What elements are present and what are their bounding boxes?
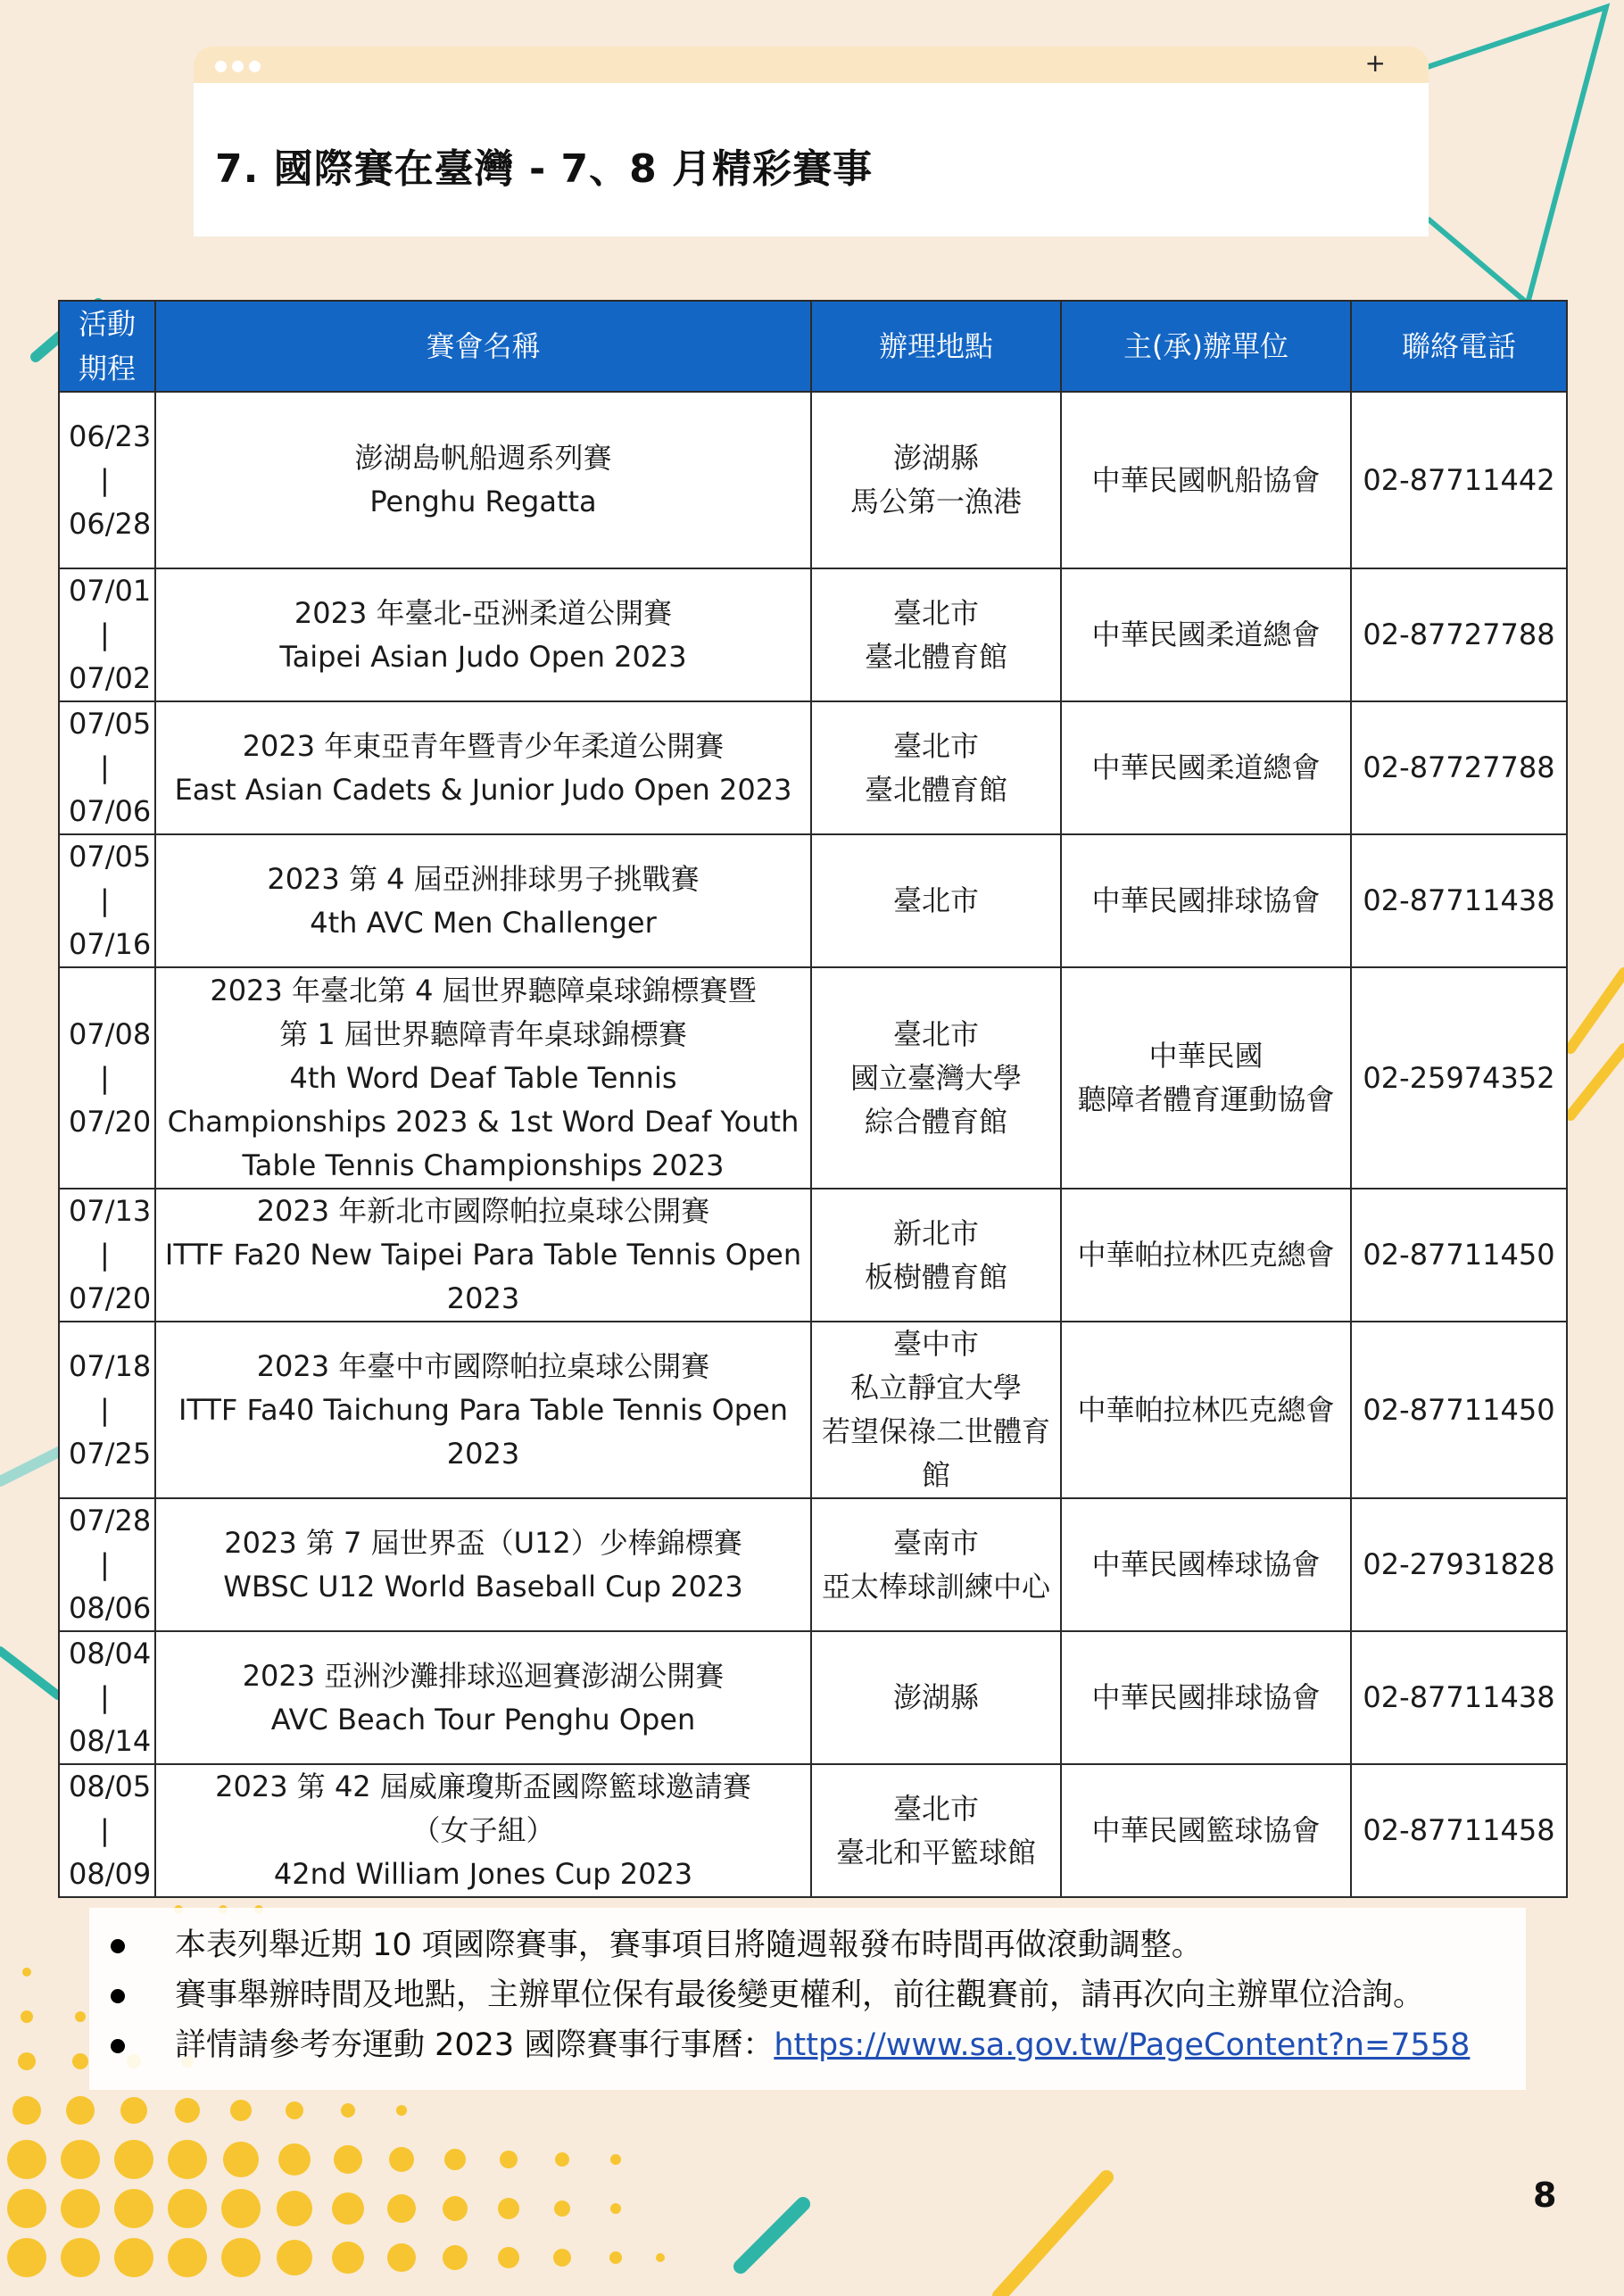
event-name-cell-line: AVC Beach Tour Penghu Open	[270, 1702, 696, 1737]
page-title: 7. 國際賽在臺灣 - 7、8 月精彩賽事	[215, 146, 874, 192]
venue-cell	[811, 701, 1061, 834]
event-name-cell-line: 第 1 屆世界聽障青年桌球錦標賽	[279, 1016, 687, 1051]
bullet-icon	[111, 1939, 125, 1953]
date-separator: |	[100, 618, 110, 651]
event-name-cell-line: 2023 第 4 屆亞洲排球男子挑戰賽	[267, 861, 700, 896]
date-range-cell	[59, 967, 155, 1189]
organizer-cell-line: 中華民國排球協會	[1091, 883, 1321, 917]
organizer-cell-line: 中華民國籃球協會	[1091, 1813, 1321, 1847]
end-date: 07/25	[69, 1436, 152, 1471]
bullet-icon	[111, 1989, 125, 2003]
venue-cell-line: 臺北市	[892, 1016, 979, 1051]
title-card	[194, 83, 1429, 236]
organizer-cell	[1061, 568, 1351, 701]
end-date: 08/06	[69, 1591, 152, 1625]
organizer-cell	[1061, 1189, 1351, 1322]
organizer-cell-line: 中華民國帆船協會	[1091, 462, 1321, 497]
organizer-cell-line: 聽障者體育運動協會	[1077, 1082, 1335, 1116]
venue-cell-line: 臺北體育館	[864, 772, 1007, 807]
organizer-cell-line: 中華民國柔道總會	[1091, 750, 1321, 784]
event-name-cell-line: 2023 年臺中市國際帕拉桌球公開賽	[256, 1348, 710, 1383]
event-name-cell-line: ITTF Fa20 New Taipei Para Table Tennis Open	[164, 1238, 802, 1272]
venue-cell-line: 若望保祿二世體育	[821, 1414, 1050, 1448]
event-name-cell	[155, 834, 811, 967]
venue-cell-line: 臺南市	[892, 1525, 979, 1560]
venue-cell	[811, 1631, 1061, 1764]
organizer-cell-line: 中華民國排球協會	[1091, 1680, 1321, 1714]
organizer-cell	[1061, 834, 1351, 967]
table-row	[59, 1631, 1567, 1764]
phone-cell: 02-25974352	[1351, 967, 1567, 1189]
start-date: 07/13	[69, 1194, 152, 1228]
event-name-cell-line: East Asian Cadets & Junior Judo Open 2023	[174, 772, 792, 807]
table-row	[59, 967, 1567, 1189]
event-name-cell-line: Championships 2023 & 1st Word Deaf Youth	[167, 1104, 800, 1139]
date-separator: |	[100, 750, 110, 784]
event-name-cell	[155, 1764, 811, 1897]
date-range-cell	[59, 1631, 155, 1764]
table-row	[59, 701, 1567, 834]
phone-cell: 02-87711438	[1351, 834, 1567, 967]
organizer-cell	[1061, 392, 1351, 568]
organizer-cell	[1061, 1498, 1351, 1631]
date-separator: |	[100, 1238, 110, 1272]
event-name-cell-line: 2023 年臺北第 4 屆世界聽障桌球錦標賽暨	[210, 973, 757, 1007]
venue-cell	[811, 1189, 1061, 1322]
organizer-cell-line: 中華民國棒球協會	[1091, 1547, 1321, 1581]
teal-stroke-bottom	[741, 2204, 803, 2267]
date-separator: |	[100, 1547, 110, 1581]
page-number: 8	[1533, 2176, 1557, 2215]
date-separator: |	[100, 1813, 110, 1847]
table-row	[59, 1498, 1567, 1631]
venue-cell	[811, 1498, 1061, 1631]
venue-cell-line: 臺北和平籃球館	[835, 1835, 1036, 1869]
start-date: 08/05	[69, 1770, 152, 1803]
venue-cell-line: 私立靜宜大學	[849, 1371, 1022, 1405]
organizer-cell-line: 中華帕拉林匹克總會	[1077, 1392, 1335, 1427]
date-range-cell	[59, 1498, 155, 1631]
date-range-cell	[59, 392, 155, 568]
calendar-link[interactable]: https://www.sa.gov.tw/PageContent?n=7558	[774, 2027, 1471, 2063]
venue-cell-line: 澎湖縣	[892, 1680, 979, 1714]
organizer-cell-line: 中華帕拉林匹克總會	[1077, 1238, 1335, 1272]
window-dots-icon	[215, 59, 266, 76]
organizer-cell	[1061, 967, 1351, 1189]
date-separator: |	[100, 1392, 110, 1427]
organizer-cell-line: 中華民國	[1148, 1039, 1264, 1073]
event-name-cell	[155, 1498, 811, 1631]
table-row	[59, 834, 1567, 967]
event-name-cell	[155, 1189, 811, 1322]
date-range-cell	[59, 1189, 155, 1322]
date-range-cell	[59, 1322, 155, 1498]
venue-cell	[811, 392, 1061, 568]
venue-cell-line: 馬公第一漁港	[849, 485, 1022, 518]
venue-cell-line: 新北市	[892, 1215, 979, 1250]
date-range-cell	[59, 701, 155, 834]
phone-cell: 02-27931828	[1351, 1498, 1567, 1631]
venue-cell-line: 臺北市	[892, 728, 979, 763]
event-name-cell-line: 4th AVC Men Challenger	[310, 905, 657, 940]
end-date: 07/06	[69, 794, 152, 828]
phone-cell: 02-87711442	[1351, 392, 1567, 568]
plus-icon: +	[1364, 48, 1386, 78]
table-row	[59, 392, 1567, 568]
start-date: 07/08	[69, 1016, 152, 1051]
event-name-cell	[155, 967, 811, 1189]
date-range-cell	[59, 834, 155, 967]
start-date: 07/05	[69, 707, 152, 741]
teal-stroke-left-mid	[0, 1450, 62, 1481]
yellow-stroke-right-1	[1570, 973, 1624, 1049]
start-date: 07/05	[69, 840, 152, 874]
venue-cell-line: 臺中市	[892, 1327, 979, 1361]
event-name-cell-line: 2023 第 42 屆威廉瓊斯盃國際籃球邀請賽	[215, 1770, 751, 1803]
venue-cell-line: 綜合體育館	[864, 1104, 1007, 1139]
phone-cell: 02-87711450	[1351, 1322, 1567, 1498]
end-date: 08/14	[69, 1724, 152, 1758]
header-phone: 聯絡電話	[1351, 301, 1567, 392]
start-date: 08/04	[69, 1637, 152, 1670]
header-venue: 辦理地點	[811, 301, 1061, 392]
bullet-icon	[111, 2039, 125, 2053]
event-name-cell-line: 2023 年臺北-亞洲柔道公開賽	[294, 595, 673, 630]
date-separator: |	[100, 462, 110, 497]
table-row	[59, 1764, 1567, 1897]
organizer-cell	[1061, 701, 1351, 834]
header-event-name: 賽會名稱	[155, 301, 811, 392]
table-row	[59, 1189, 1567, 1322]
title-card-header	[194, 46, 1429, 84]
event-name-cell-line: 2023 年新北市國際帕拉桌球公開賽	[256, 1194, 710, 1228]
phone-cell: 02-87711438	[1351, 1631, 1567, 1764]
event-name-cell-line: 澎湖島帆船週系列賽	[354, 441, 612, 475]
event-name-cell-line: 2023 年東亞青年暨青少年柔道公開賽	[242, 728, 725, 763]
event-name-cell	[155, 568, 811, 701]
venue-cell-line: 臺北市	[892, 883, 979, 917]
organizer-cell	[1061, 1764, 1351, 1897]
end-date: 07/20	[69, 1281, 152, 1315]
event-name-cell-line: 2023	[446, 1436, 520, 1471]
phone-cell: 02-87727788	[1351, 568, 1567, 701]
start-date: 07/01	[69, 574, 152, 608]
event-name-cell-line: 2023 第 7 屆世界盃（U12）少棒錦標賽	[224, 1525, 742, 1560]
event-name-cell-line: Penghu Regatta	[369, 485, 597, 518]
organizer-cell-line: 中華民國柔道總會	[1091, 618, 1321, 651]
end-date: 08/09	[69, 1857, 152, 1891]
organizer-cell	[1061, 1631, 1351, 1764]
events-table	[58, 300, 1568, 1898]
end-date: 07/02	[69, 661, 152, 695]
event-name-cell-line: ITTF Fa40 Taichung Para Table Tennis Open	[178, 1392, 789, 1427]
phone-cell: 02-87711450	[1351, 1189, 1567, 1322]
yellow-stroke-right-2	[1570, 1049, 1624, 1115]
venue-cell-line: 板樹體育館	[864, 1259, 1007, 1294]
teal-triangle-decoration	[1428, 7, 1606, 303]
note-item: 賽事舉辦時間及地點，主辦單位保有最後變更權利，前往觀賽前，請再次向主辦單位洽詢。	[89, 1970, 1526, 2020]
start-date: 07/18	[69, 1348, 152, 1383]
organizer-cell	[1061, 1322, 1351, 1498]
event-name-cell	[155, 392, 811, 568]
date-separator: |	[100, 1060, 110, 1095]
event-name-cell-line: 2023	[446, 1281, 520, 1315]
event-name-cell-line: 2023 亞洲沙灘排球巡迴賽澎湖公開賽	[242, 1658, 725, 1693]
phone-cell: 02-87711458	[1351, 1764, 1567, 1897]
venue-cell	[811, 1322, 1061, 1498]
venue-cell-line: 澎湖縣	[892, 441, 979, 475]
start-date: 07/28	[69, 1504, 152, 1538]
end-date: 07/16	[69, 927, 152, 961]
note-item: 本表列舉近期 10 項國際賽事，賽事項目將隨週報發布時間再做滾動調整。	[89, 1920, 1526, 1970]
event-name-cell-line: 42nd William Jones Cup 2023	[273, 1857, 693, 1891]
event-name-cell-line: WBSC U12 World Baseball Cup 2023	[223, 1569, 743, 1604]
notes-box	[89, 1908, 1526, 2090]
venue-cell	[811, 568, 1061, 701]
yellow-stroke-bottom	[999, 2177, 1106, 2296]
event-name-cell-line: （女子組）	[411, 1813, 555, 1847]
header-organizer: 主(承)辦單位	[1061, 301, 1351, 392]
end-date: 07/20	[69, 1104, 152, 1139]
end-date: 06/28	[69, 506, 152, 541]
header-date: 活動 期程	[59, 301, 155, 392]
date-separator: |	[100, 1680, 110, 1714]
date-range-cell	[59, 1764, 155, 1897]
phone-cell: 02-87727788	[1351, 701, 1567, 834]
event-name-cell-line: Taipei Asian Judo Open 2023	[279, 639, 687, 674]
venue-cell-line: 臺北市	[892, 595, 979, 630]
note-item: 詳情請參考夯運動 2023 國際賽事行事曆：https://www.sa.gov.tw/PageContent?n=7558	[89, 2020, 1526, 2070]
teal-stroke-left-lower	[0, 1651, 58, 1695]
event-name-cell	[155, 1631, 811, 1764]
venue-cell-line: 國立臺灣大學	[849, 1060, 1022, 1095]
table-header-row	[59, 301, 1567, 392]
venue-cell-line: 亞太棒球訓練中心	[821, 1569, 1050, 1604]
start-date: 06/23	[69, 419, 152, 453]
venue-cell-line: 館	[921, 1458, 950, 1492]
venue-cell	[811, 1764, 1061, 1897]
event-name-cell-line: 4th Word Deaf Table Tennis	[289, 1060, 677, 1095]
venue-cell	[811, 967, 1061, 1189]
event-name-cell	[155, 701, 811, 834]
venue-cell-line: 臺北市	[892, 1791, 979, 1826]
venue-cell	[811, 834, 1061, 967]
date-separator: |	[100, 883, 110, 917]
event-name-cell	[155, 1322, 811, 1498]
event-name-cell-line: Table Tennis Championships 2023	[242, 1148, 725, 1182]
venue-cell-line: 臺北體育館	[864, 639, 1007, 674]
date-range-cell	[59, 568, 155, 701]
table-row	[59, 568, 1567, 701]
table-row	[59, 1322, 1567, 1498]
